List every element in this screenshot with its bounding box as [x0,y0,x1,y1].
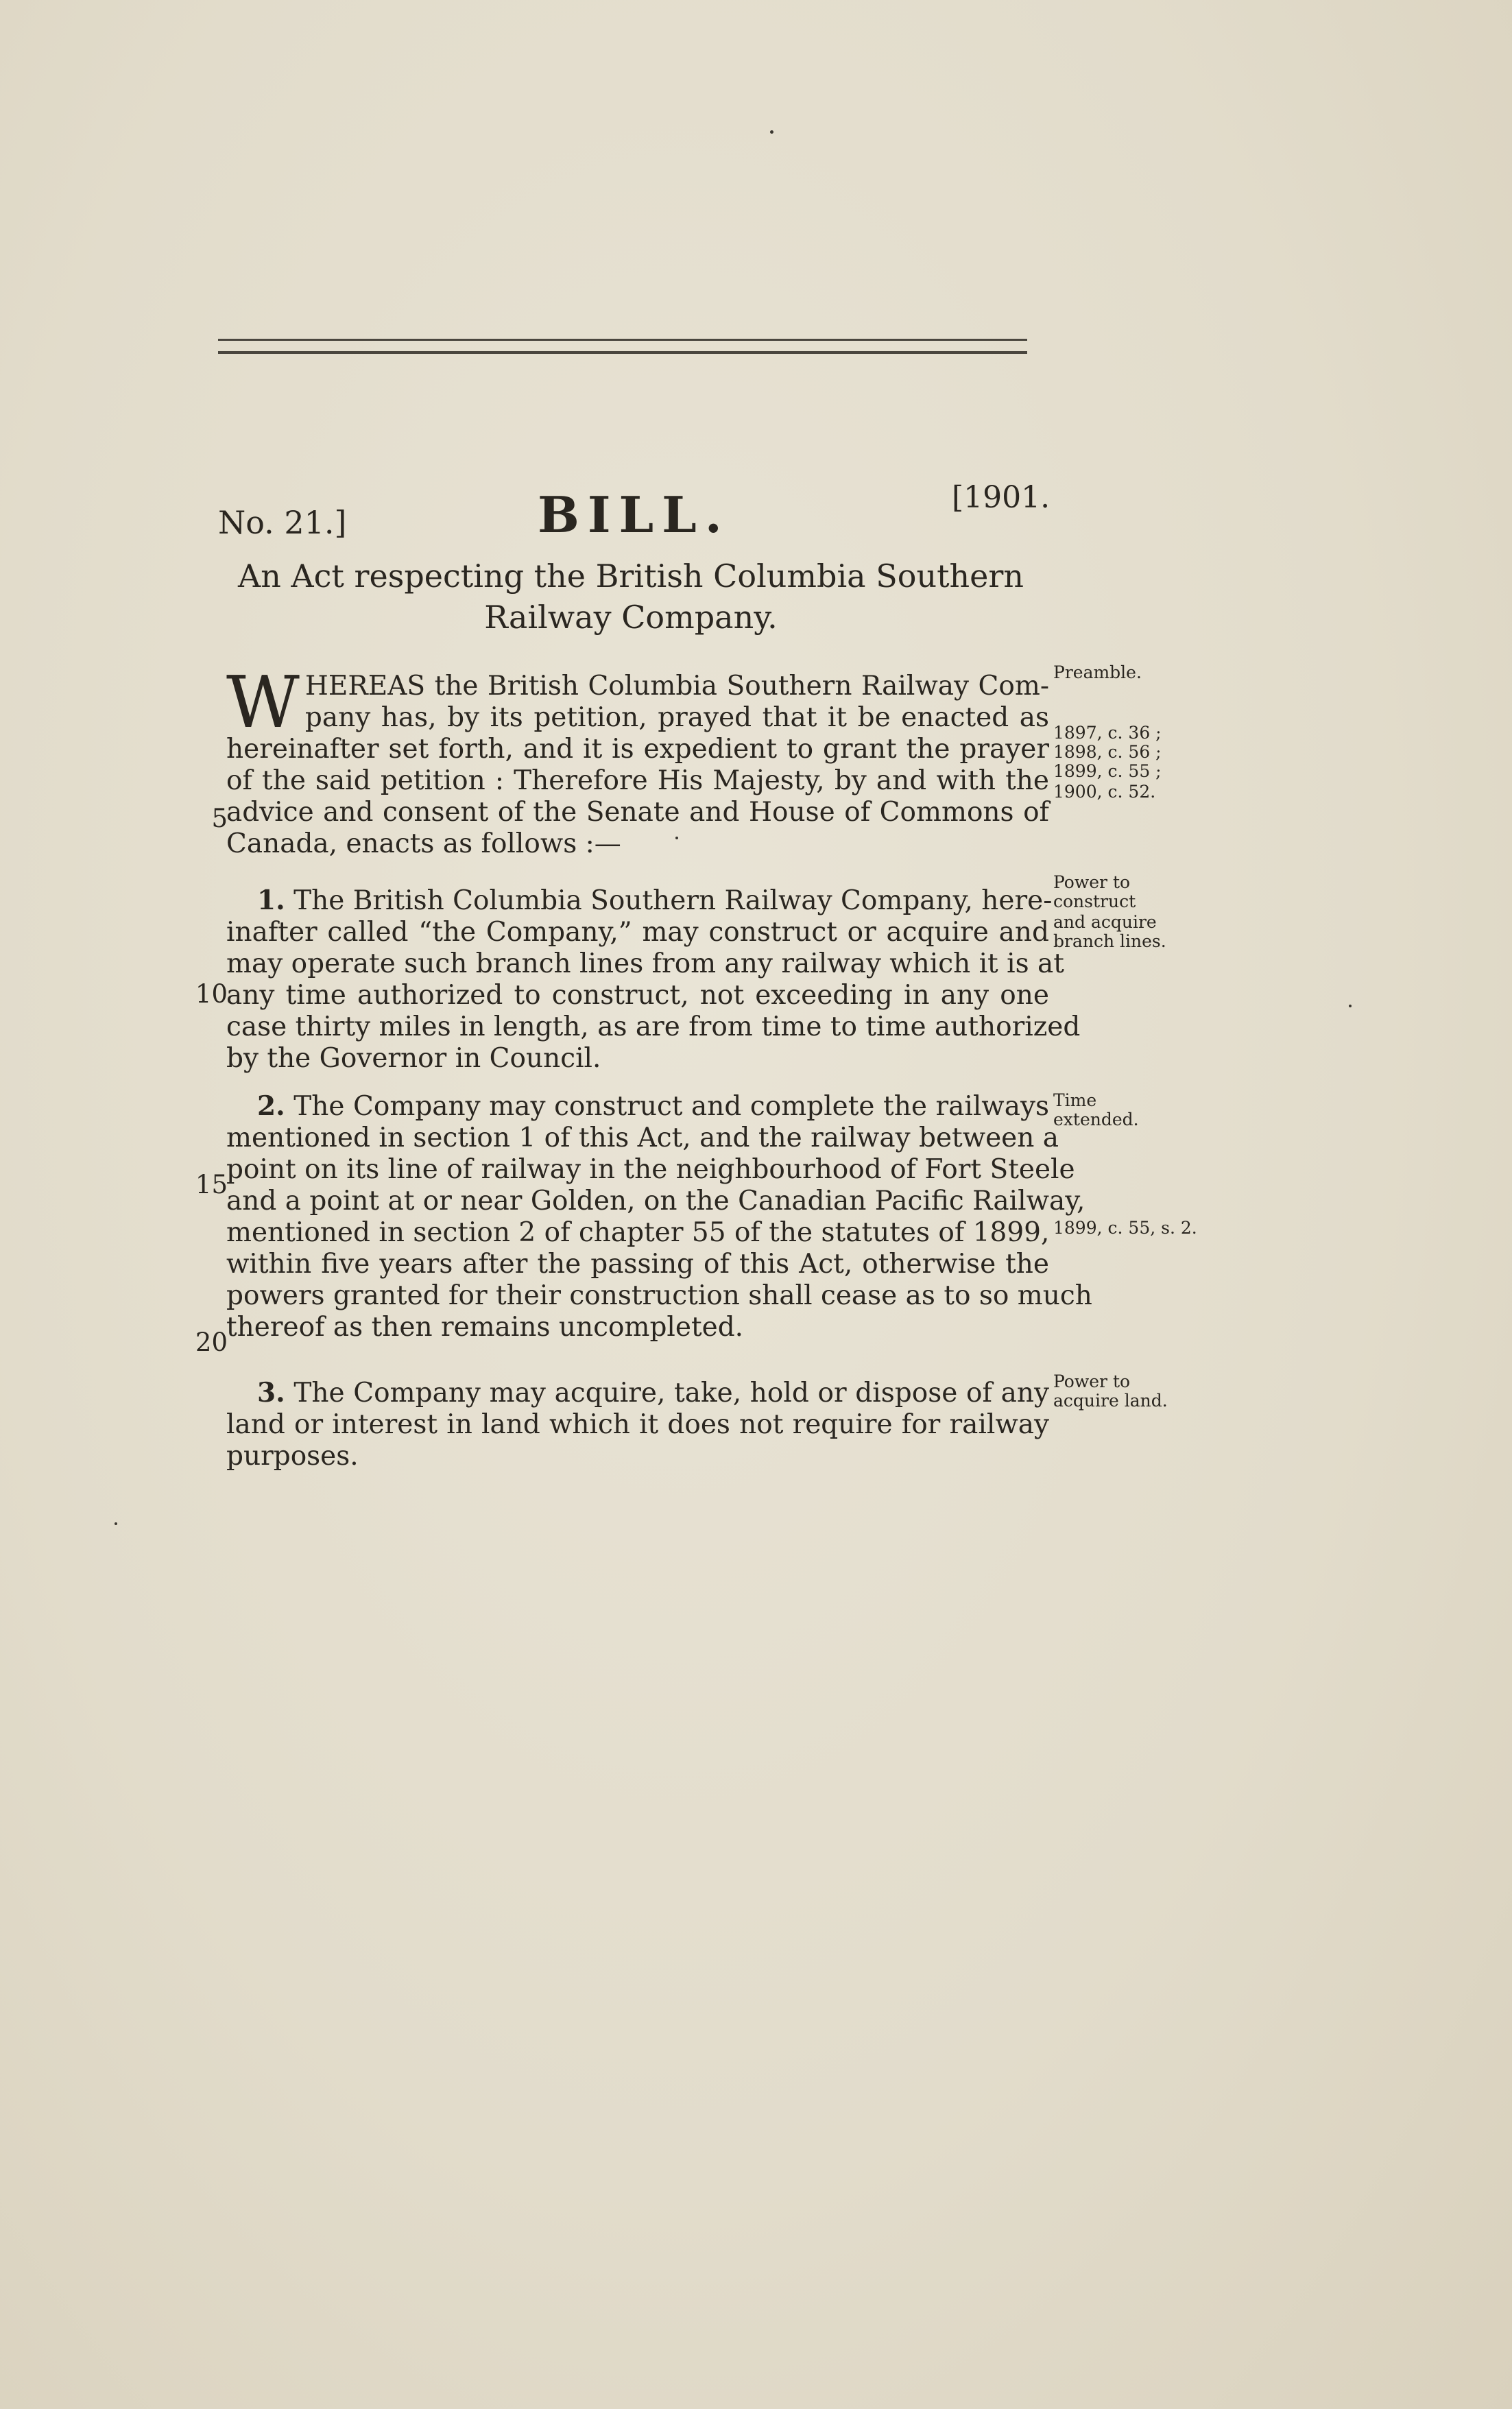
preamble-line: hereinafter set forth, and it is expedient to grant the prayer [226,734,1049,765]
bill-number: No. 21.] [218,504,347,541]
ink-speck [115,1522,117,1525]
margin-note-section-3: acquire land. [1053,1391,1168,1411]
section-line: point on its line of railway in the neighbourhood of Fort Steele [226,1154,1075,1185]
preamble [226,660,1049,860]
margin-note-section-3: Power to [1053,1371,1131,1391]
margin-note-section-2: extended. [1053,1110,1139,1129]
top-rule [218,339,1027,341]
section-number: 2. [257,1090,285,1122]
margin-note-section-1: branch lines. [1053,931,1166,951]
ink-speck [770,130,773,134]
margin-citation: 1899, c. 55 ; [1053,761,1162,781]
ink-speck [1349,1005,1352,1007]
margin-note-preamble: Preamble. [1053,662,1142,682]
section-line: thereof as then remains uncompleted. [226,1312,744,1343]
bill-year: [1901. [952,480,1051,515]
section-number: 3. [257,1377,285,1409]
line-number: 10 [195,979,228,1009]
section-line: and a point at or near Golden, on the Canadian Pacific Railway, [226,1186,1085,1217]
top-rule-thick [218,351,1027,354]
line-number: 20 [195,1328,228,1357]
section-line [226,1377,1049,1409]
act-title: An Act respecting the British Columbia Southern Railway Company. [237,558,1024,636]
section-3 [226,1377,1049,1472]
line-number: 15 [195,1170,228,1199]
section-number: 1. [257,885,285,916]
section-text: The British Columbia Southern Railway Company, here- [293,885,1053,916]
section-line: powers granted for their construction shall cease as to so much [226,1280,1092,1311]
section-text: The Company may construct and complete the railways [293,1091,1049,1122]
preamble-line: pany has, by its petition, prayed that it be enacted as [304,702,1049,733]
margin-note-section-1: construct [1053,891,1136,911]
preamble-line: advice and consent of the Senate and House of Commons of [226,797,1049,828]
line-number: 5 [211,804,228,833]
section-line: land or interest in land which it does not require for railway [226,1409,1049,1440]
margin-note-section-1: and acquire [1053,912,1157,932]
section-line: mentioned in section 2 of chapter 55 of the statutes of 1899, [226,1217,1050,1248]
margin-note-section-1: Power to [1053,872,1131,892]
bill-heading: BILL. [538,486,730,544]
section-line: by the Governor in Council. [226,1043,601,1074]
margin-citation: 1897, c. 36 ; [1053,723,1162,743]
preamble-line: Canada, enacts as follows :— [226,828,621,859]
section-line: mentioned in section 1 of this Act, and the railway between a [226,1123,1059,1153]
margin-citation: 1900, c. 52. [1053,782,1156,802]
section-line: any time authorized to construct, not exceeding in any one [226,980,1049,1011]
section-line: case thirty miles in length, as are from time to time authorized [226,1011,1081,1042]
section-1 [226,885,1081,1075]
section-line: purposes. [226,1441,359,1472]
margin-note-section-2: Time [1053,1090,1097,1110]
section-line [226,1090,1049,1123]
margin-citation: 1899, c. 55, s. 2. [1053,1218,1197,1238]
margin-citation: 1898, c. 56 ; [1053,742,1162,762]
section-text: The Company may acquire, take, hold or dispose of any [293,1378,1049,1409]
section-line: may operate such branch lines from any railway which it is at [226,948,1064,979]
drop-cap: W [226,660,300,744]
section-line [226,885,1053,917]
section-line: inafter called “the Company,” may construct or acquire and [226,917,1049,948]
preamble-line: of the said petition : Therefore His Majesty, by and with the [226,765,1049,796]
preamble-line: HEREAS the British Columbia Southern Railway Com- [304,671,1049,702]
section-line: within five years after the passing of this Act, otherwise the [226,1249,1049,1280]
